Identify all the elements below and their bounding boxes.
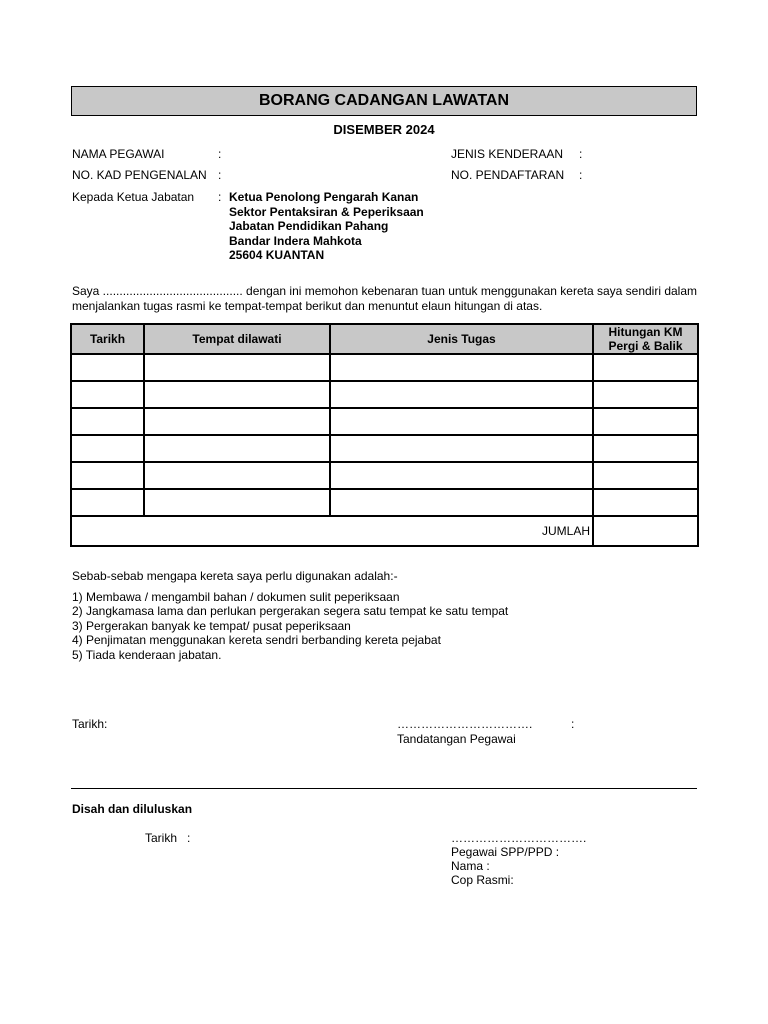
recipient-line: Bandar Indera Mahkota	[229, 233, 362, 248]
registration-label: NO. PENDAFTARAN	[451, 168, 565, 182]
task-cell[interactable]	[330, 489, 593, 516]
km-cell[interactable]	[593, 435, 698, 462]
table-row	[71, 408, 698, 435]
recipient-line: 25604 KUANTAN	[229, 248, 325, 262]
km-cell[interactable]	[593, 354, 698, 381]
recipient-line: Jabatan Pendidikan Pahang	[229, 219, 389, 233]
date-cell[interactable]	[71, 354, 144, 381]
places-cell[interactable]	[144, 462, 330, 489]
approval-date-label: Tarikh	[145, 831, 178, 845]
signature-date-label: Tarikh:	[72, 717, 108, 731]
task-cell[interactable]	[330, 462, 593, 489]
places-column-header: Tempat dilawati	[144, 324, 330, 354]
registration-colon: :	[579, 168, 583, 182]
reason-item: 3) Pergerakan banyak ke tempat/ pusat peperiksaan	[72, 618, 351, 633]
section-divider	[71, 788, 697, 789]
reason-item: 1) Membawa / mengambil bahan / dokumen sulit peperiksaan	[72, 589, 400, 604]
form-month: DISEMBER 2024	[333, 122, 435, 137]
officer-label: Pegawai SPP/PPD :	[451, 845, 560, 859]
task-cell[interactable]	[330, 408, 593, 435]
request-statement: Saya .......................................... dengan ini memohon kebenaran tuan untuk menggunakan kereta saya sendiri dalam menjalankan tugas rasmi ke tempat-tempat berikut dan menuntut elaun hitungan di atas.	[72, 284, 698, 313]
task-column-header: Jenis Tugas	[330, 324, 593, 354]
recipient-line: Ketua Penolong Pengarah Kanan	[229, 190, 419, 204]
reasons-section	[72, 569, 508, 662]
approval-signature-line: …………………………….	[451, 831, 587, 845]
task-cell[interactable]	[330, 435, 593, 462]
table-row	[71, 462, 698, 489]
reasons-intro: Sebab-sebab mengapa kereta saya perlu digunakan adalah:-	[72, 569, 398, 583]
total-label: JUMLAH	[71, 516, 593, 546]
total-km-cell[interactable]	[593, 516, 698, 546]
vehicle-type-label: JENIS KENDERAAN	[451, 147, 564, 161]
signature-colon: :	[571, 717, 575, 731]
date-cell[interactable]	[71, 462, 144, 489]
official-stamp-label: Cop Rasmi:	[451, 873, 514, 887]
ic-number-colon: :	[218, 168, 222, 182]
to-head-label: Kepada Ketua Jabatan	[72, 190, 195, 204]
places-cell[interactable]	[144, 435, 330, 462]
vehicle-type-colon: :	[579, 147, 583, 161]
ic-number-label: NO. KAD PENGENALAN	[72, 168, 207, 182]
table-row	[71, 435, 698, 462]
date-cell[interactable]	[71, 435, 144, 462]
reason-item: 2) Jangkamasa lama dan perlukan pergerakan segera satu tempat ke satu tempat	[72, 604, 509, 618]
task-cell[interactable]	[330, 381, 593, 408]
table-row	[71, 381, 698, 408]
trips-table	[70, 323, 699, 547]
form-title: BORANG CADANGAN LAWATAN	[71, 86, 697, 116]
to-head-colon: :	[218, 190, 222, 204]
table-row	[71, 489, 698, 516]
recipient-line: Sektor Pentaksiran & Peperiksaan	[229, 204, 424, 219]
table-header-row	[71, 324, 698, 354]
places-cell[interactable]	[144, 381, 330, 408]
table-row	[71, 354, 698, 381]
reason-item: 4) Penjimatan menggunakan kereta sendri berbanding kereta pejabat	[72, 633, 441, 647]
signature-line: …………………………….	[397, 717, 533, 731]
reason-item: 5) Tiada kenderaan jabatan.	[72, 647, 222, 662]
total-row	[71, 516, 698, 546]
places-cell[interactable]	[144, 354, 330, 381]
km-column-header	[593, 324, 698, 354]
km-header-line: Hitungan KM	[608, 325, 683, 339]
recipient-address	[229, 190, 424, 263]
km-cell[interactable]	[593, 408, 698, 435]
employee-name-label: NAMA PEGAWAI	[72, 147, 165, 161]
km-cell[interactable]	[593, 462, 698, 489]
officer-name-label: Nama :	[451, 859, 490, 873]
km-header-line: Pergi & Balik	[608, 339, 683, 353]
places-cell[interactable]	[144, 489, 330, 516]
places-cell[interactable]	[144, 408, 330, 435]
employee-name-colon: :	[218, 147, 222, 161]
date-cell[interactable]	[71, 408, 144, 435]
date-cell[interactable]	[71, 381, 144, 408]
date-cell[interactable]	[71, 489, 144, 516]
km-cell[interactable]	[593, 489, 698, 516]
signer-label: Tandatangan Pegawai	[397, 732, 516, 746]
approval-date-colon: :	[187, 831, 191, 845]
task-cell[interactable]	[330, 354, 593, 381]
km-cell[interactable]	[593, 381, 698, 408]
date-column-header: Tarikh	[71, 324, 144, 354]
approval-heading: Disah dan diluluskan	[72, 802, 193, 816]
